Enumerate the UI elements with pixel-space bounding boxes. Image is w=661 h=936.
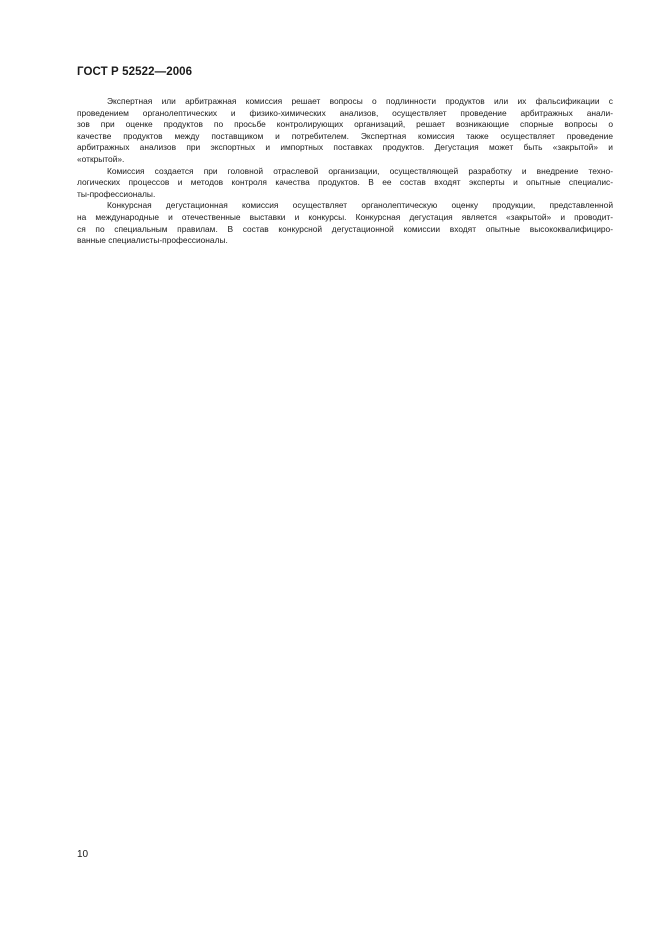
text-line: ванные специалисты-профессионалы. — [77, 235, 228, 246]
text-line: ты-профессионалы. — [77, 188, 156, 199]
paragraph-commission-created — [77, 166, 613, 201]
text-line: на международные и отечественные выставки и конкурсы. Конкурсная дегустация является «закрытой» и проводит- — [77, 211, 613, 222]
text-line: Комиссия создается при головной отраслевой организации, осуществляющей разработку и внедрение техно- — [107, 165, 613, 176]
paragraph-expert-commission — [77, 96, 613, 166]
text-line: зов при оценке продуктов по просьбе контролирующих организаций, решает возникающие спорные вопросы о — [77, 119, 613, 130]
body-text — [77, 96, 613, 247]
text-line: Экспертная или арбитражная комиссия решает вопросы о подлинности продуктов или их фальсификации с — [107, 96, 613, 106]
document-code: ГОСТ Р 52522—2006 — [77, 66, 193, 78]
text-line: арбитражных анализов при экспортных и импортных поставках продуктов. Дегустация может быть «закрытой» и — [77, 142, 613, 153]
text-line: «открытой». — [77, 153, 125, 164]
page-number: 10 — [77, 849, 89, 860]
text-line: проведением органолептических и физико-химических анализов, осуществляет проведение арбитражных анали- — [77, 107, 613, 118]
text-line: качестве продуктов между поставщиком и потребителем. Экспертная комиссия также осуществляет проведение — [77, 130, 613, 141]
text-line: ся по специальным правилам. В состав конкурсной дегустационной комиссии входят опытные высококвалифициро- — [77, 223, 613, 234]
paragraph-competition-commission — [77, 200, 613, 246]
text-line: логических процессов и методов контроля качества продуктов. В ее состав входят эксперты и опытные специалис- — [77, 177, 613, 188]
text-line: Конкурсная дегустационная комиссия осуществляет органолептическую оценку продукции, представленной — [107, 200, 613, 211]
